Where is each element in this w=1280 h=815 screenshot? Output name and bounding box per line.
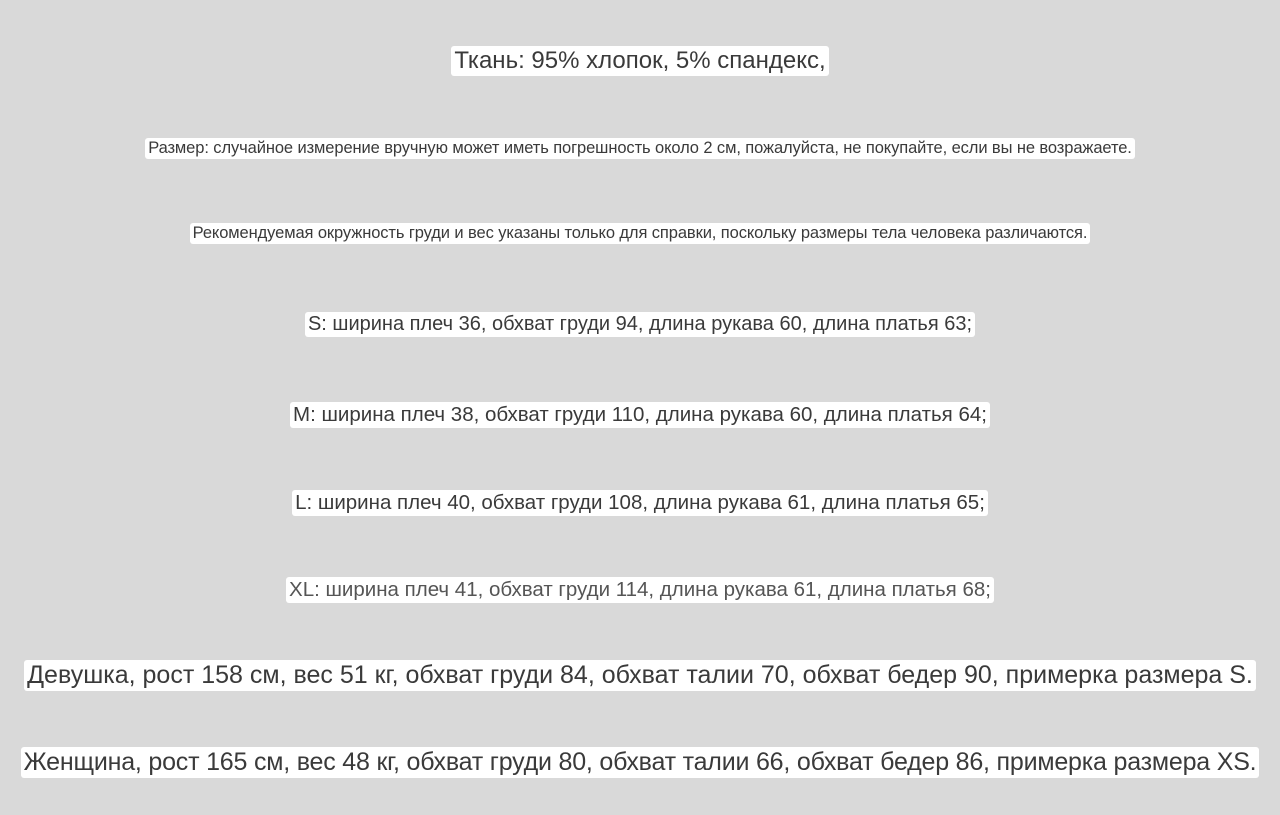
reference-note-line [0,223,1280,244]
size-xl-line [0,577,1280,603]
reference-note-text: Рекомендуемая окружность груди и вес указаны только для справки, поскольку размеры тела человека различаются. [190,223,1091,244]
size-s-line [0,312,1280,337]
size-m-line [0,402,1280,428]
model-girl-line [0,660,1280,691]
size-m-text: M: ширина плеч 38, обхват груди 110, длина рукава 60, длина платья 64; [290,402,990,428]
fabric-line [0,46,1280,76]
size-xl-text: XL: ширина плеч 41, обхват груди 114, длина рукава 61, длина платья 68; [286,577,994,603]
size-l-line [0,490,1280,516]
fabric-text: Ткань: 95% хлопок, 5% спандекс, [451,46,828,76]
size-note-text: Размер: случайное измерение вручную может иметь погрешность около 2 см, пожалуйста, не покупайте, если вы не возражаете. [145,138,1135,159]
model-girl-text: Девушка, рост 158 см, вес 51 кг, обхват груди 84, обхват талии 70, обхват бедер 90, примерка размера S. [24,660,1256,691]
size-s-text: S: ширина плеч 36, обхват груди 94, длина рукава 60, длина платья 63; [305,312,975,337]
size-note-line [0,138,1280,159]
model-woman-text: Женщина, рост 165 см, вес 48 кг, обхват груди 80, обхват талии 66, обхват бедер 86, примерка размера XS. [21,747,1260,778]
size-l-text: L: ширина плеч 40, обхват груди 108, длина рукава 61, длина платья 65; [292,490,988,516]
model-woman-line [0,747,1280,778]
